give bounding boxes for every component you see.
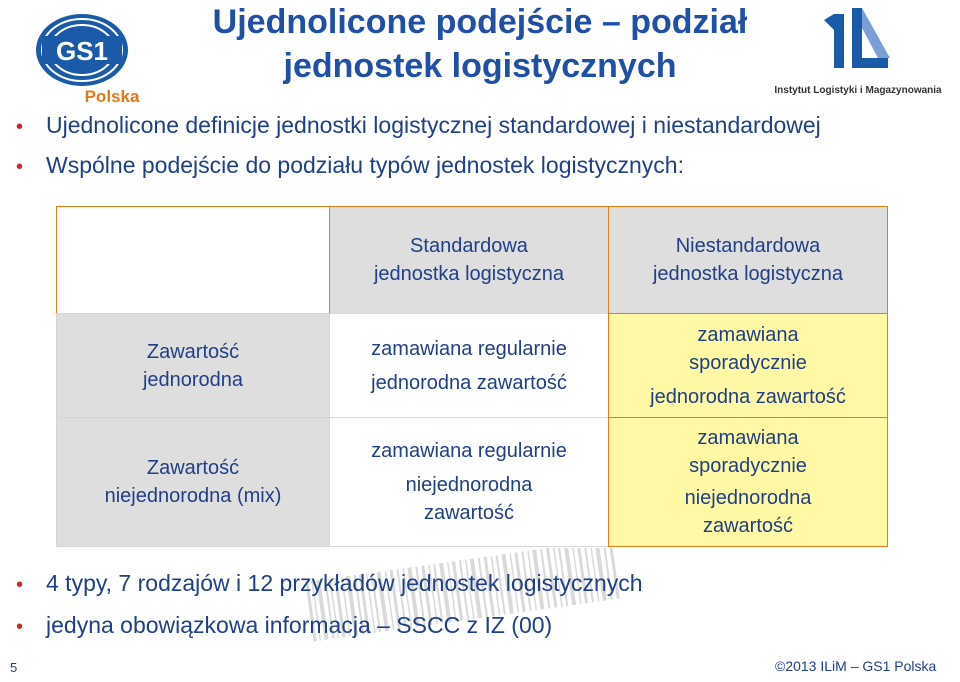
cell-line: jednorodna zawartość <box>650 385 846 408</box>
cell-line: zamawiana regularnie <box>371 337 567 360</box>
title-line-2: jednostek logistycznych <box>283 47 677 85</box>
bullet-item <box>16 570 643 597</box>
cell-nonstandard-mixed <box>608 417 888 547</box>
col-header-nonstandard <box>608 206 888 314</box>
row-header-line: Zawartość <box>146 340 240 363</box>
bullet-text: jedyna obowiązkowa informacja – SSCC z IZ (00) <box>46 612 553 638</box>
cell-line: zamawiana <box>697 323 799 346</box>
bullet-text: 4 typy, 7 rodzajów i 12 przykładów jednostek logistycznych <box>46 570 643 596</box>
row-header-homogeneous <box>56 313 330 418</box>
cell-line: zawartość <box>702 515 794 537</box>
row-header-line: Zawartość <box>146 457 240 479</box>
cell-nonstandard-homogeneous <box>608 313 888 418</box>
barcode-watermark-icon <box>300 548 660 658</box>
title-line-1: Ujednolicone podejście – podział <box>212 3 748 41</box>
table-corner-cell <box>56 206 330 314</box>
cell-line: niejednorodna <box>684 487 812 509</box>
col-header-line: jednostka logistyczna <box>373 263 565 285</box>
col-header-standard <box>329 206 609 314</box>
cell-line: niejednorodna <box>405 474 533 496</box>
bullet-dot-icon: • <box>16 616 24 638</box>
bullet-item <box>16 152 684 179</box>
cell-standard-mixed <box>329 417 609 547</box>
col-header-line: jednostka logistyczna <box>652 263 844 285</box>
bullet-item <box>16 612 552 639</box>
bullet-text: Ujednolicone definicje jednostki logistycznej standardowej i niestandardowej <box>46 112 821 138</box>
cell-line: zamawiana <box>697 427 799 449</box>
ilim-logo <box>762 0 952 100</box>
bullet-item <box>16 112 821 139</box>
gs1-logo-text: GS1 <box>55 36 109 66</box>
bullet-dot-icon: • <box>16 156 24 178</box>
bullet-text: Wspólne podejście do podziału typów jednostek logistycznych: <box>46 152 684 178</box>
gs1-logo-country: Polska <box>84 87 140 106</box>
row-header-line: jednorodna <box>142 368 244 391</box>
row-header-line: niejednorodna (mix) <box>104 485 282 507</box>
copyright-notice: ©2013 ILiM – GS1 Polska <box>775 658 937 674</box>
row-header-mixed <box>56 417 330 547</box>
cell-standard-homogeneous <box>329 313 609 418</box>
col-header-line: Niestandardowa <box>675 235 821 257</box>
cell-line: zawartość <box>423 502 514 524</box>
cell-line: zamawiana regularnie <box>371 440 567 462</box>
bullet-dot-icon: • <box>16 574 24 596</box>
cell-line: jednorodna zawartość <box>371 371 567 394</box>
col-header-line: Standardowa <box>410 235 528 257</box>
cell-line: sporadycznie <box>689 351 807 374</box>
bullet-dot-icon: • <box>16 116 24 138</box>
ilim-logo-text: Instytut Logistyki i Magazynowania <box>774 85 942 96</box>
gs1-polska-logo <box>20 8 170 108</box>
page-number: 5 <box>10 660 18 675</box>
cell-line: sporadycznie <box>689 455 807 477</box>
page-title <box>160 0 800 88</box>
